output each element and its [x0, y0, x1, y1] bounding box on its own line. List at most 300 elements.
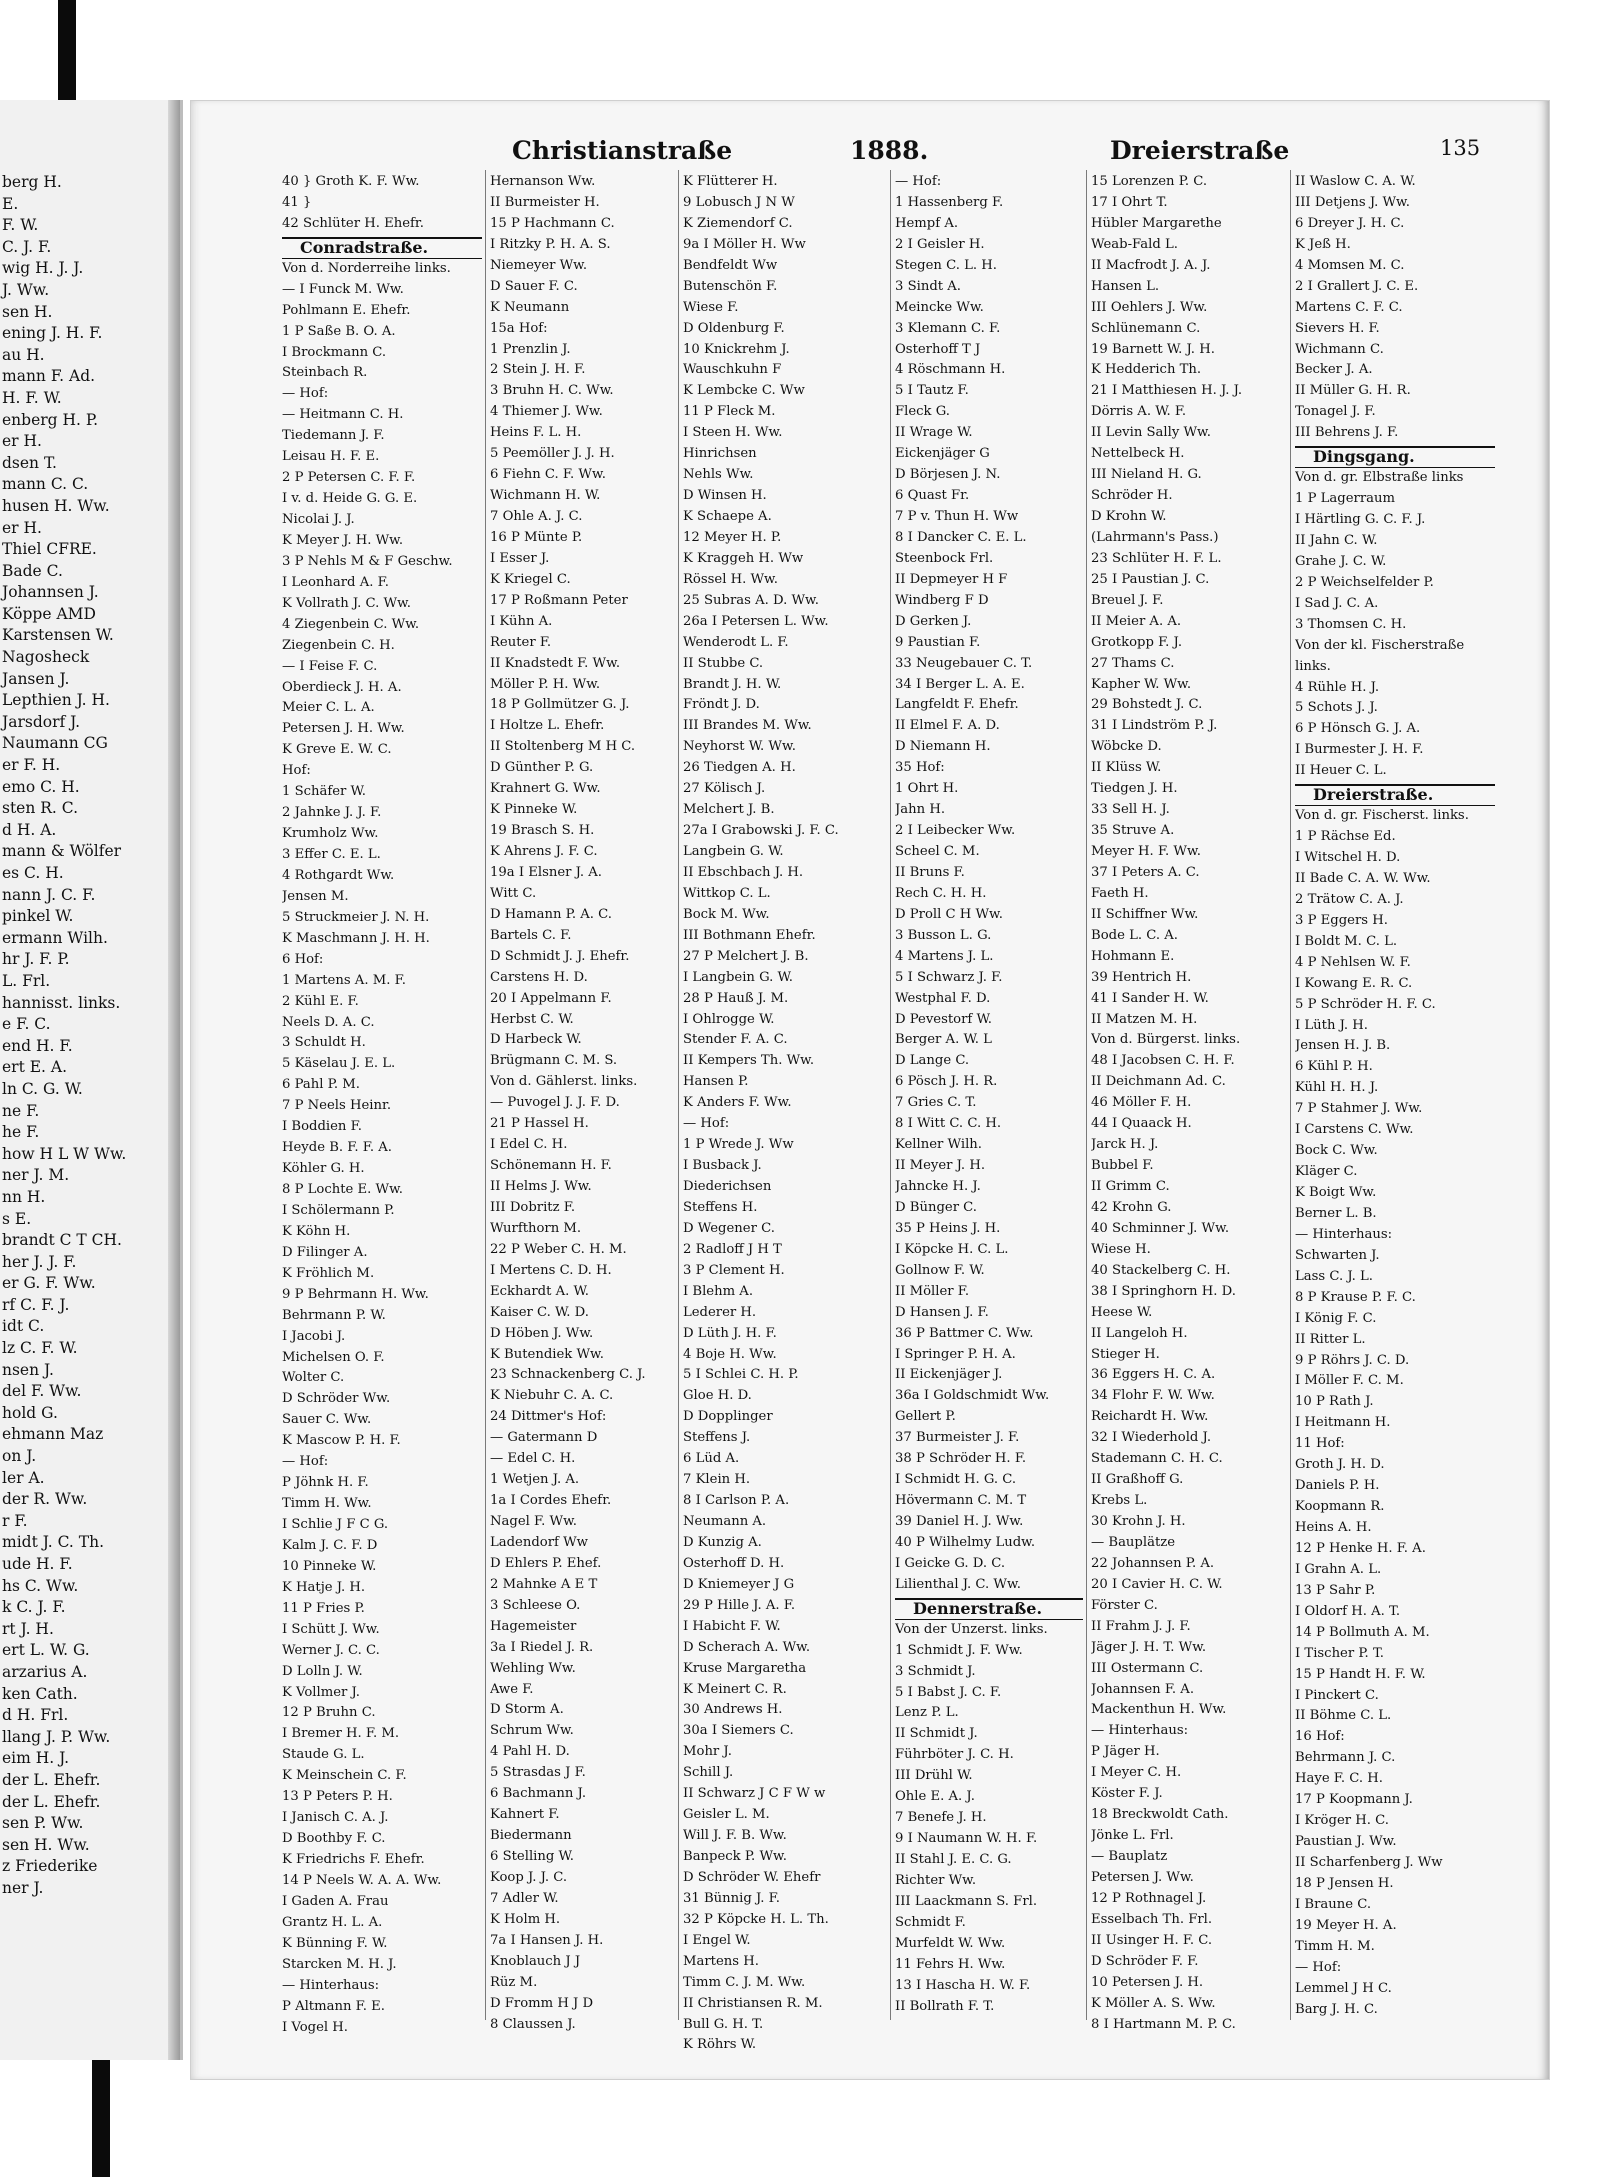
directory-entry: D Börjesen J. N.: [895, 467, 1001, 483]
previous-page-line: mann C. C.: [2, 475, 89, 494]
previous-page-line: her J. J. F.: [2, 1252, 77, 1271]
directory-entry: II Böhme C. L.: [1295, 1708, 1392, 1724]
previous-page-line: nn H.: [2, 1187, 46, 1206]
directory-entry: 13 P Peters P. H.: [282, 1789, 393, 1805]
directory-entry: D Sauer F. C.: [490, 278, 578, 294]
directory-entry: II Klüss W.: [1091, 760, 1162, 776]
directory-entry: K Maschmann J. H. H.: [282, 930, 430, 946]
directory-entry: 29 Bohstedt J. C.: [1091, 697, 1203, 713]
directory-entry: Brandt J. H. W.: [683, 676, 782, 692]
directory-entry: — I Funck M. Ww.: [282, 281, 404, 297]
directory-entry: Witt C.: [490, 885, 537, 901]
directory-entry: I Meyer C. H.: [1091, 1765, 1182, 1781]
directory-entry: Hövermann C. M. T: [895, 1493, 1027, 1509]
directory-entry: 46 Möller F. H.: [1091, 1095, 1192, 1111]
directory-entry: 4 Rothgardt Ww.: [282, 867, 395, 883]
directory-entry: K Hatje J. H.: [282, 1579, 366, 1595]
directory-entry: I Leonhard A. F.: [282, 574, 389, 590]
previous-page-line: ening J. H. F.: [2, 324, 103, 343]
directory-entry: I Oldorf H. A. T.: [1295, 1603, 1401, 1619]
previous-page-line: on J.: [2, 1447, 37, 1466]
directory-entry: II Meier A. A.: [1091, 613, 1182, 629]
directory-entry: K Lembcke C. Ww: [683, 383, 805, 399]
directory-entry: D Schröder W. Ehefr: [683, 1869, 821, 1885]
directory-entry: III Bothmann Ehefr.: [683, 927, 816, 943]
directory-entry: — Bauplatz: [1091, 1849, 1168, 1864]
directory-entry: K Hedderich Th.: [1091, 362, 1202, 378]
directory-entry: I Möller F. C. M.: [1295, 1373, 1404, 1389]
directory-entry: 5 I Babst J. C. F.: [895, 1684, 1002, 1700]
directory-entry: Wichmann C.: [1295, 341, 1384, 357]
directory-entry: 5 Struckmeier J. N. H.: [282, 909, 430, 925]
directory-entry: II Matzen M. H.: [1091, 1011, 1198, 1027]
previous-page-line: er F. H.: [2, 756, 61, 775]
street-heading: Dennerstraße.: [895, 1598, 1083, 1620]
directory-entry: Kruse Margaretha: [683, 1660, 807, 1676]
directory-entry: 17 P Roßmann Peter: [490, 592, 628, 608]
previous-page-line: s E.: [2, 1209, 32, 1228]
directory-entry: Heyde B. F. F. A.: [282, 1140, 392, 1156]
directory-entry: Hansen P.: [683, 1074, 749, 1090]
directory-column-5: [1091, 172, 1287, 2035]
directory-entry: 3 Sindt A.: [895, 278, 961, 294]
directory-entry: 39 Hentrich H.: [1091, 969, 1192, 985]
directory-entry: Von der kl. Fischerstraße: [1295, 637, 1465, 653]
directory-entry: II Bade C. A. W. Ww.: [1295, 870, 1431, 886]
directory-entry: III Nieland H. G.: [1091, 467, 1202, 483]
directory-entry: K Möller A. S. Ww.: [1091, 1995, 1216, 2011]
directory-entry: I Bremer H. F. M.: [282, 1726, 400, 1742]
directory-entry: I Kowang E. R. C.: [1295, 975, 1413, 991]
directory-entry: K Neumann: [490, 299, 570, 315]
directory-entry: D Niemann H.: [895, 739, 991, 755]
directory-entry: (Lahrmann's Pass.): [1091, 529, 1219, 545]
directory-entry: Von d. Bürgerst. links.: [1091, 1032, 1241, 1048]
directory-entry: D Boothby F. C.: [282, 1831, 386, 1847]
directory-entry: I Sad J. C. A.: [1295, 595, 1379, 611]
directory-column-4: [895, 172, 1083, 2018]
directory-entry: Reichardt H. Ww.: [1091, 1409, 1209, 1425]
directory-entry: Eickenjäger G: [895, 446, 990, 462]
directory-entry: Sievers H. F.: [1295, 320, 1380, 336]
directory-entry: Tiedgen J. H.: [1091, 781, 1178, 797]
directory-entry: Kellner Wilh.: [895, 1137, 982, 1153]
previous-page-line: Jansen J.: [2, 669, 70, 688]
directory-entry: Nettelbeck H.: [1091, 446, 1185, 462]
directory-entry: Meincke Ww.: [895, 299, 984, 315]
directory-entry: I v. d. Heide G. G. E.: [282, 491, 418, 507]
directory-entry: Kahnert F.: [490, 1807, 560, 1823]
directory-entry: 8 Claussen J.: [490, 2016, 576, 2032]
directory-entry: D Lolln J. W.: [282, 1663, 363, 1679]
directory-entry: Bartels C. F.: [490, 927, 572, 943]
directory-entry: 7 P Stahmer J. Ww.: [1295, 1101, 1423, 1117]
directory-entry: 3 Effer C. E. L.: [282, 847, 381, 862]
previous-page-line: d H. Frl.: [2, 1706, 69, 1725]
directory-entry: III Laackmann S. Frl.: [895, 1893, 1038, 1909]
directory-entry: Köster F. J.: [1091, 1786, 1163, 1802]
directory-entry: Pohlmann E. Ehefr.: [282, 302, 411, 318]
directory-entry: 7 Ohle A. J. C.: [490, 509, 583, 524]
directory-entry: II Grimm C.: [1091, 1179, 1170, 1194]
directory-entry: 9 P Behrmann H. Ww.: [282, 1286, 429, 1302]
directory-entry: — Hof:: [1295, 1959, 1342, 1975]
directory-entry: Mackenthun H. Ww.: [1091, 1702, 1227, 1718]
directory-entry: 19 Brasch S. H.: [490, 823, 595, 839]
directory-entry: 5 Strasdas J F.: [490, 1765, 586, 1781]
running-head-right: Dreierstraße: [1110, 136, 1290, 165]
directory-entry: I König F. C.: [1295, 1310, 1377, 1326]
directory-entry: Langbein G. W.: [683, 844, 784, 859]
directory-entry: K Greve E. W. C.: [282, 742, 392, 758]
previous-page-edge: [0, 100, 183, 2060]
previous-page-line: der L. Ehefr.: [2, 1770, 101, 1789]
directory-entry: 4 P Nehlsen W. F.: [1295, 954, 1411, 970]
directory-entry: 29 P Hille J. A. F.: [683, 1597, 796, 1613]
directory-entry: 11 P Fries P.: [282, 1600, 365, 1616]
previous-page-line: brandt C T CH.: [2, 1231, 122, 1250]
directory-entry: D Storm A.: [490, 1702, 564, 1718]
directory-entry: — Hinterhaus:: [1295, 1226, 1393, 1242]
previous-page-line: enberg H. P.: [2, 410, 99, 429]
directory-entry: D Dopplinger: [683, 1409, 773, 1425]
directory-entry: Osterhoff D. H.: [683, 1555, 785, 1571]
directory-entry: Hempf A.: [895, 215, 959, 231]
directory-entry: 40 Stackelberg C. H.: [1091, 1262, 1231, 1278]
street-heading: Conradstraße.: [282, 237, 482, 259]
directory-entry: II Levin Sally Ww.: [1091, 425, 1211, 441]
directory-entry: II Scharfenberg J. Ww: [1295, 1855, 1443, 1870]
directory-entry: II Graßhoff G.: [1091, 1472, 1184, 1488]
directory-entry: 6 Pahl P. M.: [282, 1077, 360, 1093]
directory-entry: Martens C. F. C.: [1295, 299, 1403, 315]
directory-entry: 30 Krohn J. H.: [1091, 1514, 1186, 1529]
previous-page-line: ne F.: [2, 1101, 40, 1120]
previous-page-line: der R. Ww.: [2, 1490, 88, 1509]
directory-entry: III Detjens J. Ww.: [1295, 194, 1410, 210]
directory-entry: II Heuer C. L.: [1295, 763, 1387, 779]
directory-entry: Von d. Gählerst. links.: [490, 1074, 638, 1090]
directory-entry: III Dobritz F.: [490, 1199, 576, 1215]
directory-entry: 12 Meyer H. P.: [683, 529, 782, 545]
directory-entry: Hernanson Ww.: [490, 174, 596, 189]
directory-entry: 35 Hof:: [895, 760, 945, 776]
directory-entry: 9 I Naumann W. H. F.: [895, 1831, 1038, 1847]
directory-entry: Wöbcke D.: [1091, 739, 1162, 755]
directory-entry: 3 P Clement H.: [683, 1262, 785, 1278]
directory-entry: 27 Kölisch J.: [683, 781, 766, 797]
directory-entry: II Ritter L.: [1295, 1331, 1366, 1347]
directory-entry: Bubbel F.: [1091, 1158, 1154, 1174]
directory-entry: 4 Rühle H. J.: [1295, 679, 1380, 695]
directory-entry: 6 Kühl P. H.: [1295, 1059, 1373, 1075]
previous-page-line: Lepthien J. H.: [2, 691, 110, 710]
directory-entry: Daniels P. H.: [1295, 1478, 1380, 1494]
directory-entry: 18 P Gollmützer G. J.: [490, 697, 630, 713]
directory-entry: 32 I Wiederhold J.: [1091, 1430, 1212, 1446]
directory-entry: D Günther P. G.: [490, 760, 594, 776]
directory-entry: Wichmann H. W.: [490, 488, 601, 504]
previous-page-line: Köppe AMD: [2, 604, 96, 623]
directory-entry: 14 P Bollmuth A. M.: [1295, 1624, 1430, 1640]
directory-entry: Heese W.: [1091, 1304, 1153, 1320]
directory-entry: K Butendiek Ww.: [490, 1346, 604, 1362]
directory-entry: I Springer P. H. A.: [895, 1346, 1016, 1362]
directory-entry: P Altmann F. E.: [282, 1998, 385, 2014]
directory-entry: K Röhrs W.: [683, 2037, 757, 2053]
directory-entry: — Hof:: [282, 386, 329, 402]
directory-entry: Lass C. J. L.: [1295, 1268, 1373, 1284]
directory-entry: Krumholz Ww.: [282, 826, 379, 842]
directory-entry: 34 Flohr F. W. Ww.: [1091, 1388, 1215, 1404]
previous-page-line: wig H. J. J.: [2, 259, 84, 278]
directory-entry: Jensen H. J. B.: [1295, 1038, 1391, 1054]
directory-entry: I Grahn A. L.: [1295, 1561, 1382, 1577]
directory-entry: II Knadstedt F. Ww.: [490, 655, 621, 671]
directory-entry: Hansen L.: [1091, 278, 1160, 294]
previous-page-line: L. Frl.: [2, 971, 51, 990]
directory-entry: Tonagel J. F.: [1295, 404, 1376, 420]
directory-entry: I Vogel H.: [282, 2019, 349, 2035]
previous-page-line: der L. Ehefr.: [2, 1792, 101, 1811]
directory-entry: Neyhorst W. Ww.: [683, 739, 796, 755]
directory-entry: K Kraggeh H. Ww: [683, 550, 804, 566]
directory-entry: Koop J. J. C.: [490, 1869, 568, 1885]
directory-entry: 7 P v. Thun H. Ww: [895, 509, 1019, 524]
directory-entry: Windberg F D: [895, 592, 989, 608]
directory-entry: 31 Bünnig J. F.: [683, 1890, 780, 1906]
directory-entry: 1 Prenzlin J.: [490, 341, 571, 357]
previous-page-line: ermann Wilh.: [2, 928, 108, 947]
previous-page-line: F. W.: [2, 216, 39, 235]
directory-entry: K Jeß H.: [1295, 236, 1351, 252]
directory-entry: 3 Klemann C. F.: [895, 320, 1001, 336]
directory-entry: I Steen H. Ww.: [683, 425, 783, 441]
street-heading: Dreierstraße.: [1295, 784, 1495, 806]
previous-page-line: llang J. P. Ww.: [2, 1727, 111, 1746]
directory-entry: Koopmann R.: [1295, 1499, 1385, 1515]
directory-entry: Schönemann H. F.: [490, 1158, 612, 1174]
directory-entry: I Kröger H. C.: [1295, 1813, 1389, 1829]
directory-entry: Hinrichsen: [683, 446, 757, 462]
directory-entry: Möller P. H. Ww.: [490, 676, 601, 692]
previous-page-line: ude H. F.: [2, 1555, 73, 1573]
directory-entry: Schmidt F.: [895, 1914, 966, 1930]
directory-entry: D Proll C H Ww.: [895, 906, 1003, 922]
directory-entry: 8 I Witt C. C. H.: [895, 1116, 1002, 1132]
previous-page-line: Naumann CG: [2, 734, 108, 753]
directory-entry: Behrmann P. W.: [282, 1307, 386, 1323]
directory-entry: 27 Thams C.: [1091, 655, 1175, 671]
directory-entry: Gellert P.: [895, 1409, 956, 1425]
directory-column-1: [282, 172, 482, 2038]
directory-entry: 2 Trätow C. A. J.: [1295, 891, 1404, 907]
directory-entry: — I Feise F. C.: [282, 658, 378, 674]
directory-entry: I Ohlrogge W.: [683, 1011, 775, 1027]
directory-entry: Gloe H. D.: [683, 1388, 752, 1404]
directory-entry: II Macfrodt J. A. J.: [1091, 257, 1211, 273]
directory-entry: II Waslow C. A. W.: [1295, 174, 1416, 189]
directory-column-3: [683, 172, 887, 2056]
directory-entry: Grantz H. L. A.: [282, 1914, 383, 1930]
previous-page-line: H. F. W.: [2, 388, 62, 407]
directory-entry: — Hof:: [895, 174, 942, 189]
directory-entry: Grotkopp F. J.: [1091, 634, 1183, 650]
directory-entry: Westphal F. D.: [895, 990, 991, 1006]
directory-entry: 4 Momsen M. C.: [1295, 257, 1405, 273]
previous-page-line: pinkel W.: [2, 907, 74, 926]
directory-entry: K Boigt Ww.: [1295, 1185, 1377, 1200]
directory-entry: Von d. Norderreihe links.: [282, 260, 451, 276]
directory-entry: — Edel C. H.: [490, 1451, 576, 1467]
directory-entry: Behrmann J. C.: [1295, 1750, 1396, 1766]
directory-entry: 3 Busson L. G.: [895, 927, 992, 943]
directory-entry: Heins A. H.: [1295, 1520, 1372, 1535]
directory-entry: 1 Hassenberg F.: [895, 194, 1004, 210]
directory-entry: Timm H. Ww.: [282, 1496, 372, 1512]
directory-entry: 8 I Carlson P. A.: [683, 1493, 790, 1509]
directory-entry: 20 I Cavier H. C. W.: [1091, 1576, 1223, 1592]
previous-page-line: idt C.: [2, 1317, 45, 1336]
directory-entry: D Wegener C.: [683, 1220, 775, 1236]
binding-tab-top: [58, 0, 76, 100]
directory-entry: D Scherach A. Ww.: [683, 1639, 811, 1655]
directory-entry: K Ahrens J. F. C.: [490, 844, 598, 859]
column-rule: [1290, 170, 1291, 2020]
directory-entry: Berner L. B.: [1295, 1205, 1377, 1221]
directory-entry: I Blehm A.: [683, 1283, 754, 1299]
directory-entry: 36a I Goldschmidt Ww.: [895, 1388, 1050, 1404]
directory-entry: Wauschkuhn F: [683, 362, 782, 378]
directory-entry: Osterhoff T J: [895, 341, 981, 357]
previous-page-line: rt J. H.: [2, 1619, 54, 1638]
directory-entry: Lederer H.: [683, 1304, 757, 1320]
directory-entry: Becker J. A.: [1295, 362, 1373, 378]
previous-page-line: Bade C.: [2, 561, 63, 580]
directory-entry: P Jöhnk H. F.: [282, 1475, 369, 1491]
directory-entry: II Langeloh H.: [1091, 1325, 1188, 1341]
directory-entry: Lilienthal J. C. Ww.: [895, 1576, 1021, 1592]
directory-entry: D Pevestorf W.: [895, 1011, 992, 1027]
directory-entry: 9 Paustian F.: [895, 634, 981, 650]
directory-entry: Reuter F.: [490, 634, 552, 650]
directory-entry: Diederichsen: [683, 1179, 772, 1194]
directory-entry: II Bruns F.: [895, 864, 965, 880]
directory-entry: I Engel W.: [683, 1932, 751, 1948]
directory-entry: — Hinterhaus:: [1091, 1723, 1189, 1739]
directory-entry: I Härtling G. C. F. J.: [1295, 512, 1426, 527]
directory-entry: 9 Lobusch J N W: [683, 194, 795, 210]
directory-entry: I Burmester J. H. F.: [1295, 742, 1424, 758]
directory-entry: 6 Pösch J. H. R.: [895, 1074, 998, 1090]
directory-entry: 5 Käselau J. E. L.: [282, 1056, 396, 1072]
previous-page-line: ner J.: [2, 1878, 44, 1897]
directory-entry: K Anders F. Ww.: [683, 1095, 792, 1111]
directory-entry: 30 Andrews H.: [683, 1702, 783, 1718]
directory-entry: II Kempers Th. Ww.: [683, 1053, 815, 1069]
directory-entry: Murfeldt W. Ww.: [895, 1935, 1006, 1951]
directory-entry: Timm C. J. M. Ww.: [683, 1974, 806, 1990]
directory-entry: D Hamann P. A. C.: [490, 906, 612, 922]
directory-entry: Langfeldt F. Ehefr.: [895, 697, 1019, 713]
directory-entry: II Jahn C. W.: [1295, 532, 1378, 548]
directory-entry: Dörris A. W. F.: [1091, 404, 1187, 420]
directory-entry: Von d. gr. Fischerst. links.: [1295, 808, 1469, 824]
directory-entry: Wiese F.: [683, 299, 739, 315]
directory-entry: 8 P Lochte E. Ww.: [282, 1182, 403, 1197]
directory-entry: 5 P Schröder H. F. C.: [1295, 996, 1436, 1012]
directory-entry: Stademann C. H. C.: [1091, 1451, 1223, 1467]
directory-entry: Schröder H.: [1091, 488, 1173, 504]
page-fold-shadow: [168, 100, 180, 2060]
directory-entry: 1 P Wrede J. Ww: [683, 1137, 794, 1153]
directory-entry: Wurfthorn M.: [490, 1220, 582, 1236]
directory-entry: I Geicke G. D. C.: [895, 1555, 1006, 1571]
directory-entry: Kühl H. H. J.: [1295, 1080, 1379, 1096]
directory-entry: II Ebschbach J. H.: [683, 864, 804, 880]
directory-entry: 20 I Appelmann F.: [490, 990, 612, 1006]
directory-entry: K Kriegel C.: [490, 571, 571, 587]
directory-entry: Bock C. Ww.: [1295, 1143, 1378, 1159]
previous-page-line: Jarsdorf J.: [2, 712, 81, 731]
directory-entry: 26 Tiedgen A. H.: [683, 760, 796, 776]
directory-entry: 34 I Berger L. A. E.: [895, 676, 1025, 692]
directory-entry: — Heitmann C. H.: [282, 407, 404, 423]
directory-entry: 4 Röschmann H.: [895, 362, 1006, 378]
directory-entry: 2 Jahnke J. J. F.: [282, 805, 382, 821]
previous-page-line: hold G.: [2, 1403, 58, 1422]
street-heading: Dingsgang.: [1295, 446, 1495, 468]
directory-entry: 1 Schäfer W.: [282, 784, 366, 800]
directory-entry: I Boddien F.: [282, 1119, 362, 1135]
directory-entry: Staude G. L.: [282, 1747, 365, 1763]
previous-page-line: dsen T.: [2, 453, 57, 472]
directory-entry: 5 Peemöller J. J. H.: [490, 446, 615, 462]
previous-page-line: ner J. M.: [2, 1166, 70, 1185]
directory-entry: Bode L. C. A.: [1091, 927, 1178, 943]
directory-entry: I Brockmann C.: [282, 344, 387, 360]
directory-entry: 31 I Lindström P. J.: [1091, 718, 1218, 734]
directory-entry: 14 P Neels W. A. A. Ww.: [282, 1872, 442, 1888]
directory-entry: 15 P Handt H. F. W.: [1295, 1666, 1426, 1682]
directory-entry: II Helms J. Ww.: [490, 1179, 592, 1194]
directory-entry: I Carstens C. Ww.: [1295, 1122, 1414, 1138]
directory-entry: I Pinckert C.: [1295, 1687, 1379, 1703]
directory-entry: Barg J. H. C.: [1295, 2001, 1378, 2017]
directory-entry: — Puvogel J. J. F. D.: [490, 1095, 620, 1111]
previous-page-line: ert L. W. G.: [2, 1641, 90, 1660]
directory-entry: Weab-Fald L.: [1091, 236, 1178, 252]
directory-entry: Richter Ww.: [895, 1872, 977, 1888]
directory-entry: Rössel H. Ww.: [683, 571, 778, 587]
directory-entry: 13 I Hascha H. W. F.: [895, 1977, 1031, 1993]
directory-entry: Schlünemann C.: [1091, 320, 1201, 336]
directory-entry: 17 I Ohrt T.: [1091, 194, 1168, 210]
directory-entry: 42 Schlüter H. Ehefr.: [282, 215, 424, 231]
directory-entry: Jarck H. J.: [1091, 1137, 1159, 1153]
directory-entry: 19a I Elsner J. A.: [490, 864, 603, 880]
page-number: 135: [1440, 136, 1481, 160]
directory-entry: 3 P Eggers H.: [1295, 912, 1388, 928]
directory-entry: I Habicht F. W.: [683, 1618, 781, 1634]
directory-entry: 28 P Hauß J. M.: [683, 990, 789, 1006]
directory-entry: 2 P Petersen C. F. F.: [282, 470, 416, 486]
previous-page-line: hannisst. links.: [2, 993, 121, 1012]
directory-column-6: [1295, 172, 1495, 2021]
directory-entry: Michelsen O. F.: [282, 1349, 385, 1365]
directory-entry: 7 Adler W.: [490, 1890, 559, 1906]
directory-entry: I Busback J.: [683, 1158, 762, 1174]
